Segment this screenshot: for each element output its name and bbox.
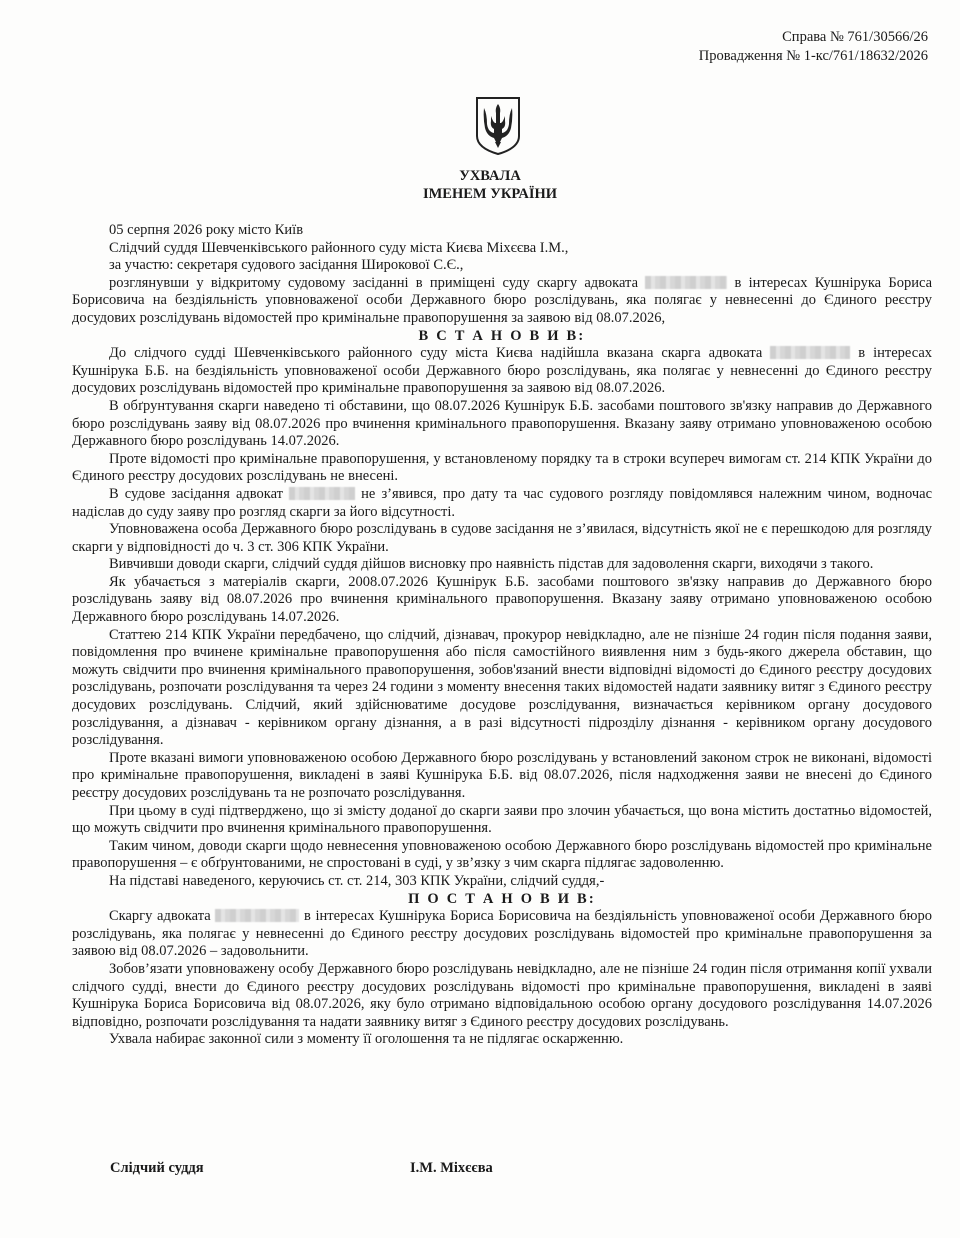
- established-paragraph-3: Проте відомості про кримінальне правопорушення, у встановленому порядку та в строки всупереч вимогам ст. 214 КПК України до Єдиного реєстру досудових розслідувань не внесені.: [72, 450, 932, 485]
- ruled-paragraph-1: [72, 908, 932, 961]
- signature-name: І.М. Міхєєва: [410, 1160, 493, 1176]
- redacted-name: [645, 276, 727, 289]
- established-paragraph-12: На підставі наведеного, керуючись ст. ст. 214, 303 КПК України, слідчий суддя,-: [109, 872, 605, 889]
- established-paragraph-10: При цьому в суді підтверджено, що зі змісту доданої до скарги заяви про злочин убачається, що вона містить достатньо відомостей, що можуть свідчити про вчинення кримінального правопорушення.: [72, 802, 932, 837]
- tryzub-coat-of-arms-icon: [474, 96, 522, 156]
- ruled-paragraph-2: Зобов’язати уповноважену особу Державного бюро розслідувань невідкладно, але не пізніше 24 годин після отримання копії ухвали слідчого судді, внести до Єдиного реєстру досудових розслідувань відомості про кримінальне правопорушення, викладені в заяві Кушнірука Бориса Борисовича від 08.07.2026, яку було отримано відповідальною особою органу досудового розслідування 14.07.2026 відповідно, розпочати розслідування та надати заявнику витяг з Єдиного реєстру досудових розслідувань.: [72, 960, 932, 1030]
- preamble-paragraph: [72, 275, 932, 328]
- document-type-title: УХВАЛА: [459, 168, 521, 184]
- preamble-text-part2: в інтересах Кушнірука Бориса Борисовича на бездіяльність уповноваженої особи Державного бюро розслідувань, яка полягає у невнесенні до Єдиного реєстру досудових розслідувань відомостей про кримінальне правопорушення за заявою від 08.07.2026,: [72, 274, 933, 326]
- established-paragraph-9: Проте вказані вимоги уповноваженою особою Державного бюро розслідувань у встановлений законом строк не виконані, відомості про кримінальне правопорушення, викладені в заяві Кушнірука Б.Б. від 08.07.2026, після надходження заяви не внесені до Єдиного реєстру досудових розслідувань та не розпочато розслідування.: [72, 749, 932, 801]
- established-paragraph-1: [72, 345, 932, 398]
- redacted-name: [289, 487, 355, 500]
- ruling-judge: Слідчий суддя Шевченківського районного суду міста Києва Міхєєва І.М.,: [109, 239, 569, 256]
- case-number: Справа № 761/30566/26: [782, 29, 928, 45]
- ruled-paragraph-3: Ухвала набирає законної сили з моменту її оголошення та не підлягає оскарженню.: [109, 1031, 624, 1048]
- redacted-name: [770, 346, 850, 359]
- established-paragraph-6: Вивчивши доводи скарги, слідчий суддя дійшов висновку про наявність підстав для задоволення скарги, виходячи з такого.: [109, 556, 874, 573]
- established-paragraph-11: Таким чином, доводи скарги щодо невнесення уповноваженою особою Державного бюро розслідувань відомостей про кримінальне правопорушення – є обґрунтованими, не спростовані в суді, у зв’язку з чим скарга підлягає задоволенню.: [72, 837, 932, 872]
- established-paragraph-4: [72, 486, 932, 521]
- ruled-p1-part1: Скаргу адвоката: [109, 908, 211, 925]
- document-subtitle: ІМЕНЕМ УКРАЇНИ: [422, 186, 558, 202]
- redacted-name: [215, 909, 299, 922]
- heading-ruled: П О С Т А Н О В И В:: [408, 890, 596, 907]
- case-numbers: [699, 28, 928, 66]
- ruling-secretary: за участю: секретаря судового засідання Широкової С.Є.,: [109, 257, 464, 274]
- established-paragraph-7: Як убачається з матеріалів скарги, 2008.07.2026 Кушнірук Б.Б. засобами поштового зв'язку направив до Державного бюро розслідувань заяву від 08.07.2026 про вчинення кримінального правопорушення. Вказану заяву отримано уповноваженою особою Державного бюро розслідувань 14.07.2026.: [72, 573, 932, 626]
- ruling-date-place: 05 серпня 2026 року місто Київ: [109, 222, 304, 238]
- preamble-text-part1: розглянувши у відкритому судовому засіданні в приміщені суду скаргу адвоката: [109, 274, 639, 291]
- ruling-body: [72, 222, 932, 1049]
- established-paragraph-2: В обґрунтування скарги наведено ті обставини, що 08.07.2026 Кушнірук Б.Б. засобами поштового зв'язку направив до Державного бюро розслідувань заяву від 08.07.2026 про вчинення кримінального правопорушення. Вказану заяву отримано уповноваженою особою Державного бюро розслідувань 14.07.2026.: [72, 397, 932, 450]
- signature-role: Слідчий суддя: [110, 1160, 204, 1176]
- ruled-p1-part2: в інтересах Кушнірука Бориса Борисовича на бездіяльність уповноваженої особи Державного бюро розслідувань, яка полягає у невнесенні до Єдиного реєстру досудових розслідувань відомостей про кримінальне правопорушення за заявою від 08.07.2026 – задовольнити.: [72, 908, 932, 960]
- established-paragraph-8: Статтею 214 КПК України передбачено, що слідчий, дізнавач, прокурор невідкладно, але не пізніше 24 годин після подання заяви, повідомлення про вчинене кримінальне правопорушення або після самостійного виявлення ним з будь-якого джерела обставин, що можуть свідчити про вчинення кримінального правопорушення, зобов'язаний внести відповідні відомості до Єдиного реєстру досудових розслідувань, розпочати розслідування та через 24 години з моменту внесення таких відомостей надати заявнику витяг з Єдиного реєстру досудових розслідувань. Слідчий, який здійснюватиме досудове розслідування, визначається керівником органу досудового розслідування, а дізнавач - керівником органу дізнання, а в разі відсутності підрозділу дізнання - керівником органу досудового розслідування.: [72, 626, 932, 749]
- proceeding-number: Провадження № 1-кс/761/18632/2026: [698, 48, 928, 64]
- established-p4-part2: не з’явився, про дату та час судового розгляду повідомлявся належним чином, водночас надіслав до суду заяву про розгляд скарги за його відсутності.: [72, 485, 933, 520]
- established-p1-part1: До слідчого судді Шевченківського районного суду міста Києва надійшла вказана скарга адвоката: [109, 345, 763, 362]
- heading-established: В С Т А Н О В И В:: [418, 327, 586, 344]
- established-paragraph-5: Уповноважена особа Державного бюро розслідувань в судове засідання не з’явилася, відсутність якої не є перешкодою для розгляду скарги у відповідності до ч. 3 ст. 306 КПК України.: [72, 521, 932, 555]
- established-p1-part2: в інтересах Кушнірука Б.Б. на бездіяльність уповноваженої особи Державного бюро розслідувань, яка полягає у невнесенні до Єдиного реєстру досудових розслідувань відомостей про кримінальне правопорушення за заявою від 08.07.2026.: [72, 345, 933, 397]
- established-p4-part1: В судове засідання адвокат: [109, 485, 283, 502]
